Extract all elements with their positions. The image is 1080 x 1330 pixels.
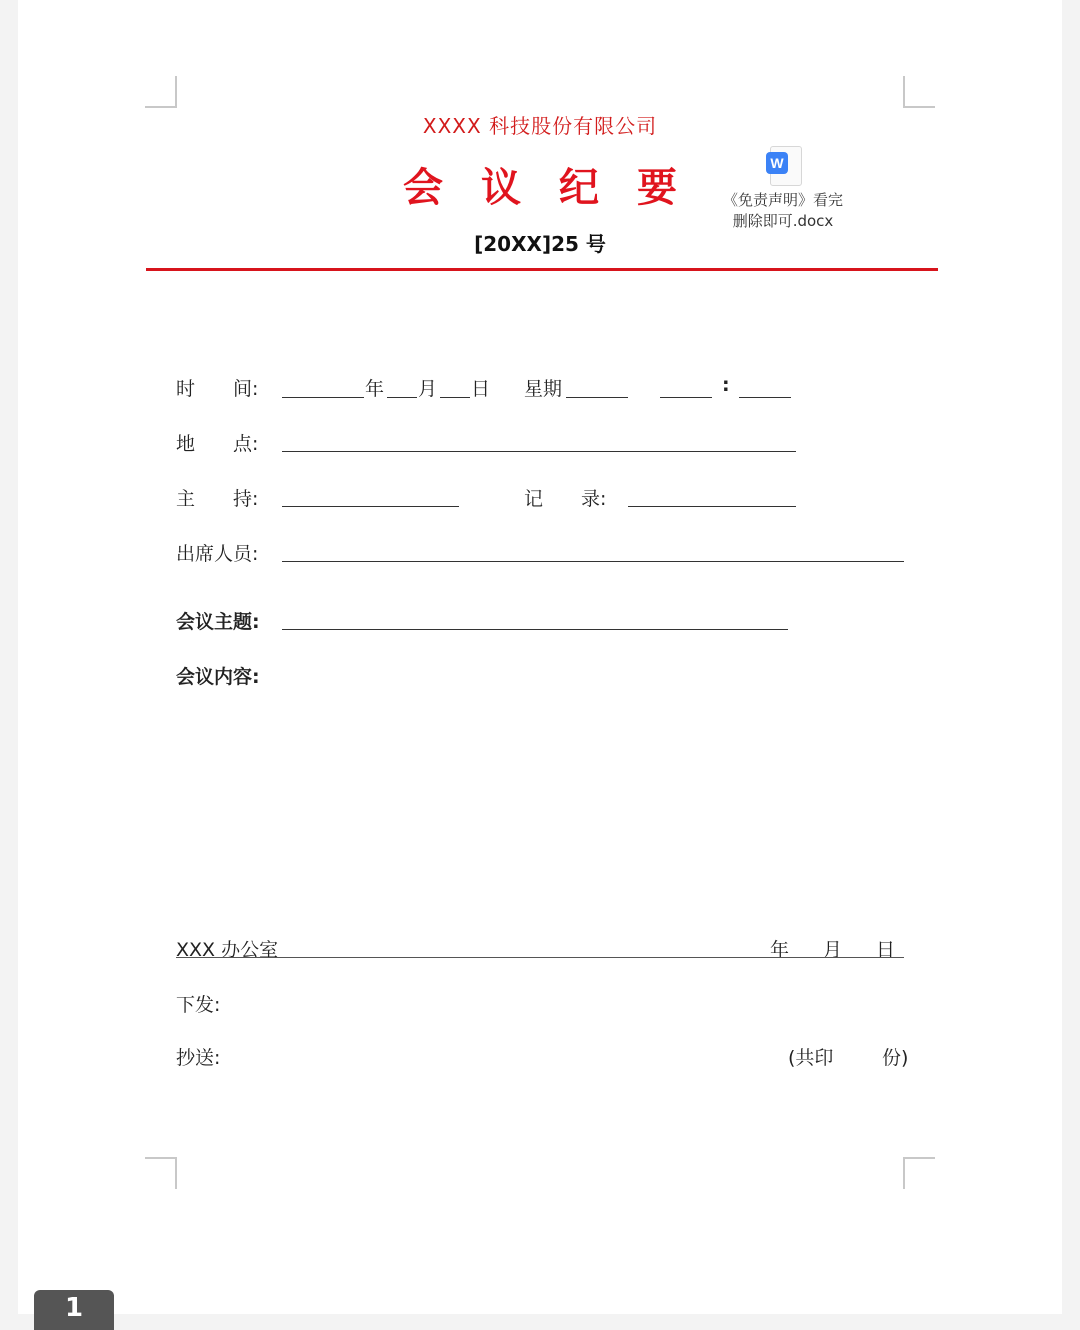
day-label: 日 bbox=[471, 378, 491, 400]
crop-mark-top-right bbox=[903, 76, 935, 108]
recorder-blank[interactable] bbox=[628, 506, 796, 507]
copies-open: (共印 bbox=[788, 1047, 834, 1069]
weekday-blank[interactable] bbox=[566, 397, 628, 398]
embedded-attachment[interactable] bbox=[708, 146, 858, 232]
time-label: 时 间: bbox=[176, 378, 259, 400]
crop-mark-bottom-right bbox=[903, 1157, 935, 1189]
year-blank[interactable] bbox=[282, 397, 364, 398]
crop-mark-bottom-left bbox=[145, 1157, 177, 1189]
copies-close: 份) bbox=[882, 1047, 909, 1069]
attachment-name-line2: 删除即可.docx bbox=[732, 212, 834, 230]
minute-blank[interactable] bbox=[739, 397, 791, 398]
location-blank[interactable] bbox=[282, 451, 796, 452]
footer-line bbox=[176, 957, 904, 958]
attachment-name-line1: 《免责声明》看完 bbox=[722, 191, 843, 209]
crop-mark-top-left bbox=[145, 76, 177, 108]
footer-year: 年 bbox=[770, 939, 790, 961]
document-page bbox=[18, 0, 1062, 1314]
host-blank[interactable] bbox=[282, 506, 459, 507]
weekday-label: 星期 bbox=[524, 378, 563, 400]
footer-month: 月 bbox=[823, 939, 843, 961]
document-number: [20XX]25 号 bbox=[474, 232, 606, 256]
company-name: XXXX 科技股份有限公司 bbox=[422, 114, 658, 138]
cc-label: 抄送: bbox=[176, 1047, 221, 1069]
host-label: 主 持: bbox=[176, 488, 259, 510]
word-badge: W bbox=[766, 152, 788, 174]
month-label: 月 bbox=[418, 378, 438, 400]
time-colon: : bbox=[722, 374, 730, 396]
topic-label: 会议主题: bbox=[176, 611, 260, 633]
attendees-label: 出席人员: bbox=[176, 543, 259, 565]
issue-label: 下发: bbox=[176, 994, 221, 1016]
recorder-label: 记 录: bbox=[524, 488, 607, 510]
day-blank[interactable] bbox=[440, 397, 470, 398]
month-blank[interactable] bbox=[387, 397, 417, 398]
office-name: XXX 办公室 bbox=[176, 939, 279, 961]
word-file-icon[interactable] bbox=[766, 146, 800, 186]
red-header-line bbox=[146, 268, 938, 271]
footer-day: 日 bbox=[876, 939, 896, 961]
content-label: 会议内容: bbox=[176, 666, 260, 688]
topic-blank[interactable] bbox=[282, 629, 788, 630]
attendees-blank[interactable] bbox=[282, 561, 904, 562]
hour-blank[interactable] bbox=[660, 397, 712, 398]
location-label: 地 点: bbox=[176, 433, 259, 455]
page-number-indicator[interactable]: 1 bbox=[34, 1290, 114, 1330]
year-label: 年 bbox=[365, 378, 385, 400]
document-title: 会议纪要 bbox=[403, 165, 715, 211]
